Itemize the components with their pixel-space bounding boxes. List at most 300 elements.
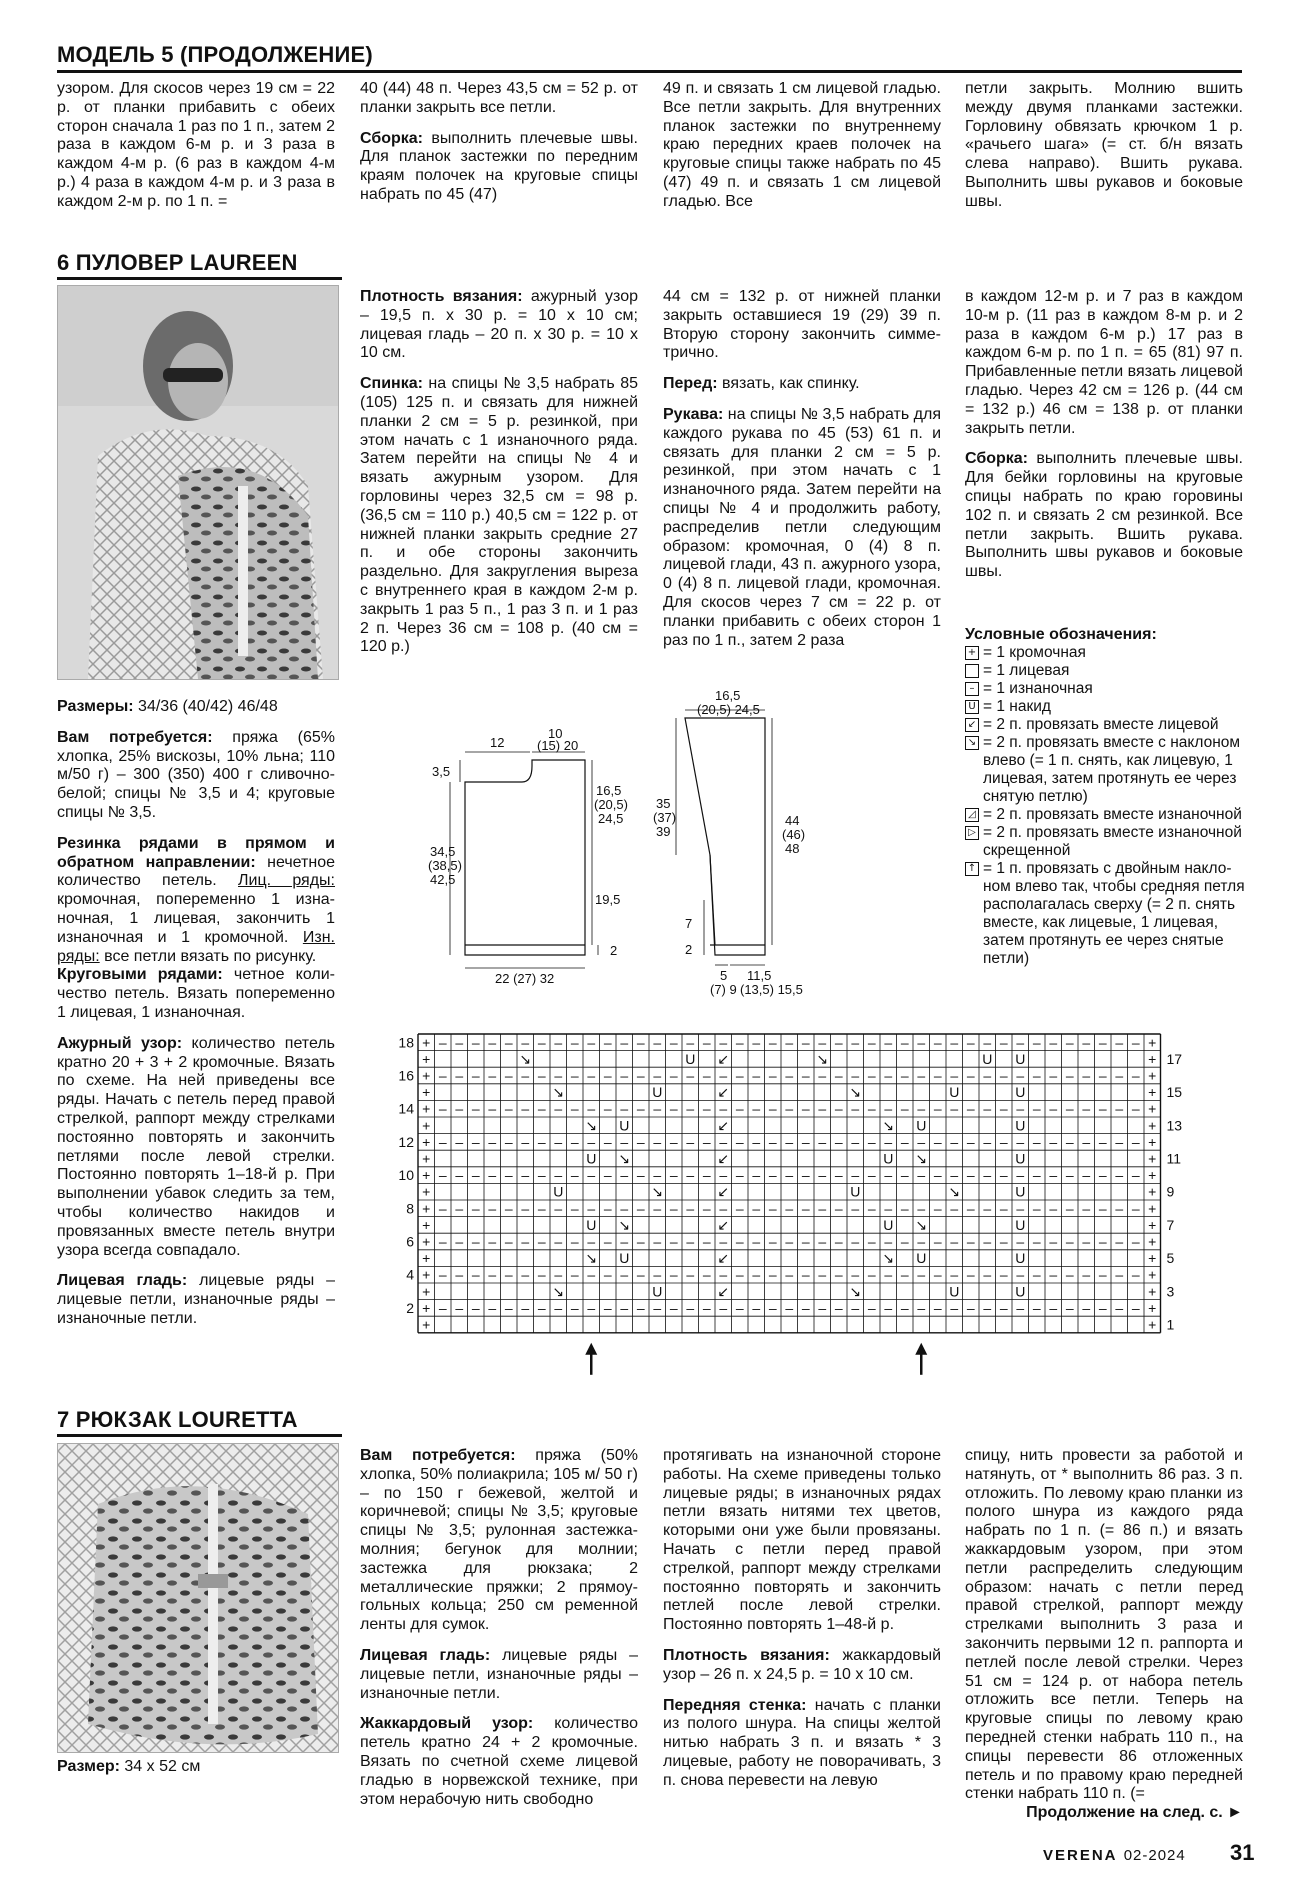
chart-cell: – [719,1200,728,1217]
chart-cell: – [587,1067,596,1084]
chart-cell: – [999,1067,1008,1084]
chart-cell: – [686,1200,695,1217]
chart-cell: – [455,1299,464,1316]
density: Плотность вязания: жаккардовый узор – 26 п. х 24,5 р. = 10 х 10 см. [663,1646,942,1683]
chart-cell: – [933,1067,942,1084]
chart-cell: – [983,1133,992,1150]
chart-cell: – [1049,1200,1058,1217]
chart-cell: – [554,1034,563,1051]
label: 2 [610,943,618,958]
chart-cell: ↘ [585,1117,598,1134]
chart-cell: – [702,1100,711,1117]
chart-cell: – [851,1034,860,1051]
chart-cell: – [554,1167,563,1184]
backpack-photo [57,1443,339,1753]
chart-cell: ↘ [651,1183,664,1200]
chart-cell: + [1148,1067,1157,1084]
chart-cell: + [1148,1117,1157,1134]
chart-cell: ↘ [915,1150,928,1167]
label: 44 [785,813,800,828]
model5-col1 [57,80,335,224]
chart-cell: ↘ [882,1117,895,1134]
chart-cell: – [702,1200,711,1217]
chart-cell: – [983,1200,992,1217]
chart-cell: – [1049,1034,1058,1051]
chart-cell: – [702,1067,711,1084]
chart-cell: – [735,1200,744,1217]
chart-cell: – [735,1299,744,1316]
chart-cell: – [521,1034,530,1051]
chart-cell: – [471,1100,480,1117]
chart-cell: – [636,1067,645,1084]
legend-text: = 1 кромочная [983,644,1086,661]
chart-cell: U [1015,1150,1026,1167]
chart-cell: – [587,1133,596,1150]
chart-cell: – [488,1233,497,1250]
chart-cell: – [438,1233,447,1250]
chart-cell: – [801,1133,810,1150]
chart-cell: – [1098,1200,1107,1217]
chart-cell: – [1016,1067,1025,1084]
chart-cell: – [950,1133,959,1150]
chart-row-label: 18 [398,1034,414,1051]
label: (15) 20 [537,738,579,753]
chart-cell: – [1032,1299,1041,1316]
stockinette: Лицевая гладь: лицевые ряды – лицевые петли, изнаночные ряды – изнаночные петли. [57,1272,335,1327]
chart-cell: – [587,1299,596,1316]
chart-cell: – [554,1100,563,1117]
chart-cell: – [1082,1266,1091,1283]
chart-cell: ↘ [915,1216,928,1233]
chart-cell: – [950,1299,959,1316]
chart-cell: – [851,1233,860,1250]
chart-cell: – [768,1233,777,1250]
chart-cell: – [801,1266,810,1283]
chart-cell: – [917,1133,926,1150]
chart-cell: – [1098,1034,1107,1051]
chart-cell: – [1082,1133,1091,1150]
chart-cell: – [504,1067,513,1084]
chart-cell: – [455,1233,464,1250]
chart-cell: – [867,1034,876,1051]
legend-item [965,824,1245,860]
chart-cell: – [818,1299,827,1316]
chart-cell: – [818,1133,827,1150]
chart-cell: – [603,1067,612,1084]
chart-cell: – [1032,1167,1041,1184]
chart-cell: – [768,1100,777,1117]
chart-cell: – [1082,1034,1091,1051]
chart-cell: – [620,1200,629,1217]
chart-cell: – [521,1200,530,1217]
chart-cell: + [422,1150,431,1167]
chart-cell: – [686,1266,695,1283]
chart-cell: ↙ [717,1150,730,1167]
chart-cell: U [685,1050,696,1067]
chart-cell: ↙ [717,1183,730,1200]
chart-cell: – [983,1034,992,1051]
chart-cell: U [949,1283,960,1300]
chart-cell: + [1148,1233,1157,1250]
chart-cell: – [570,1299,579,1316]
chart-cell: – [719,1067,728,1084]
chart-cell: – [983,1067,992,1084]
chart-cell: – [1115,1034,1124,1051]
chart-cell: – [620,1299,629,1316]
chart-cell: U [1015,1117,1026,1134]
rib-pattern: Резинка рядами в прямом и обратном направлении: нечетное количество петель. Лиц. ряды: кромочная, попеременно 1 изнаночная, 1 лицевая, закончить 1 изнаночная и 1 кромочной. Изн. ряды: все петли вязать по рисунку. [57,834,336,965]
chart-cell: – [999,1167,1008,1184]
chart-cell: U [586,1216,597,1233]
chart-cell: – [785,1266,794,1283]
chart-row-label: 13 [1166,1117,1183,1134]
chart-cell: – [521,1067,530,1084]
chart-cell: – [686,1067,695,1084]
model5-col2 [360,80,638,217]
chart-cell: – [587,1167,596,1184]
chart-cell: – [1016,1034,1025,1051]
chart-cell: – [702,1133,711,1150]
chart-cell: – [1065,1100,1074,1117]
s6-col3 [663,288,941,662]
lace-chart [390,1030,1183,1375]
chart-cell: – [752,1167,761,1184]
chart-cell: – [438,1067,447,1084]
section-rule [57,70,1242,73]
chart-cell: + [1148,1316,1157,1333]
stockinette: Лицевая гладь: лицевые ряды – лицевые петли, изнаночные ряды – изнаночные петли. [360,1646,638,1702]
chart-cell: – [1065,1034,1074,1051]
chart-cell: – [570,1266,579,1283]
label: 12 [490,735,505,750]
chart-cell: + [1148,1034,1157,1051]
chart-cell: – [570,1200,579,1217]
label: 16,5 [596,783,622,798]
chart-row-label: 8 [406,1200,414,1217]
chart-cell: – [867,1100,876,1117]
s6-col2 [360,288,638,669]
chart-cell: – [999,1233,1008,1250]
chart-cell: – [999,1200,1008,1217]
chart-cell: + [422,1283,431,1300]
chart-cell: ↙ [717,1050,730,1067]
chart-cell: – [636,1167,645,1184]
chart-cell: – [1131,1100,1140,1117]
legend-item [965,698,1245,716]
chart-cell: – [570,1034,579,1051]
label: 48 [785,841,800,856]
chart-row-label: 17 [1166,1050,1183,1067]
chart-cell: – [867,1167,876,1184]
legend-title: Условные обозначения: [965,626,1157,643]
materials: Вам потребуется: пряжа (65% хлопка, 25% вискозы, 10% льна; 110 м/50 г) – 300 (350) 400 г сливочно-белой; спицы № 3,5 и 4; круговые спицы № 3,5. [57,728,335,821]
chart-cell: U [949,1084,960,1101]
chart-cell: U [916,1117,927,1134]
chart-cell: – [471,1133,480,1150]
chart-cell: – [1098,1233,1107,1250]
chart-cell: – [884,1167,893,1184]
chart-cell: + [1148,1200,1157,1217]
chart-cell: – [900,1233,909,1250]
chart-cell: – [636,1233,645,1250]
chart-cell: – [818,1233,827,1250]
chart-cell: – [653,1167,662,1184]
stitch-symbol-icon: ▷ [965,826,979,840]
chart-cell: ↘ [882,1250,895,1267]
chart-cell: – [719,1266,728,1283]
chart-cell: + [422,1133,431,1150]
chart-cell: – [702,1034,711,1051]
chart-cell: + [422,1034,431,1051]
materials: Вам потребуется: пряжа (50% хлопка, 50% полиакрила; 105 м/ 50 г) – по 150 г бежевой, желтой и коричневой; спицы № 3,5; круговые спицы № 3,5; рулонная застежка-молния; бегунок для молнии; застежка для рюкзака; 2 металлические пряжки; 2 прямоугольных кольца; 250 см ременной ленты для сумок. [360,1447,638,1634]
back: Спинка: на спицы № 3,5 набрать 85 (105) 125 п. и связать для нижней планки 2 см = 5 р. резинкой, при этом начать с 1 изнаночного ряда. Затем перейти на спицы № 4 и вязать ажурным узором. Для горловины через 32,5 см = 98 р. (36,5 см = 110 р.) 40,5 см = 122 р. от нижней планки закрыть средние 27 п. и обе стороны закончить раздельно. Для закругления выреза с внутреннего края в каждом 2-м р. закрыть 1 раз 5 п., 1 раз 3 п. и 1 раз 2 п. Через 36 см = 108 р. (40 см = 120 р.) [360,375,638,656]
chart-cell: – [1016,1266,1025,1283]
chart-cell: – [834,1233,843,1250]
chart-cell: – [620,1034,629,1051]
chart-cell: – [537,1100,546,1117]
stitch-symbol-icon: ↙ [965,718,979,732]
chart-cell: – [636,1200,645,1217]
chart-cell: – [455,1100,464,1117]
chart-cell: + [422,1233,431,1250]
chart-cell: – [933,1034,942,1051]
section-title-model5: МОДЕЛЬ 5 (ПРОДОЛЖЕНИЕ) [57,42,373,67]
chart-cell: – [834,1299,843,1316]
chart-cell: – [521,1100,530,1117]
chart-cell: – [438,1266,447,1283]
chart-cell: + [1148,1100,1157,1117]
paragraph: петли закрыть. Молнию вшить между двумя планками застежки. Горловину обвязать крючком 1 р. «рачьего шага» (= ст. б/н вязать слева направо). Вшить рукава. Выполнить швы рукавов и боковые швы. [965,80,1243,210]
legend-text: = 1 лицевая [983,662,1070,679]
label: 5 [720,968,728,983]
chart-cell: – [785,1200,794,1217]
paragraph: 44 см = 132 р. от нижней планки закрыть оставшиеся 19 (29) 39 п. Вторую сторону закончить симметрично. [663,288,941,362]
chart-cell: – [801,1067,810,1084]
chart-cell: – [933,1167,942,1184]
label: (46) [782,827,806,842]
chart-cell: – [537,1034,546,1051]
chart-cell: – [950,1200,959,1217]
chart-cell: – [884,1067,893,1084]
chart-cell: – [933,1299,942,1316]
chart-cell: U [883,1216,894,1233]
section-title-7: 7 РЮКЗАК LOURETTA [57,1407,298,1432]
chart-cell: – [636,1100,645,1117]
chart-cell: – [603,1034,612,1051]
legend-item [965,806,1245,824]
chart-cell: + [422,1117,431,1134]
section-rule [57,277,342,280]
density: Плотность вязания: ажурный узор – 19,5 п. х 30 р. = 10 х 10 см; лицевая гладь – 20 п. х 30 р. = 10 х 10 см. [360,288,638,362]
chart-cell: – [1049,1233,1058,1250]
chart-cell: – [686,1167,695,1184]
chart-cell: – [669,1100,678,1117]
chart-cell: – [603,1100,612,1117]
legend-item [965,734,1245,806]
chart-cell: – [1032,1100,1041,1117]
chart-cell: + [1148,1050,1157,1067]
chart-cell: – [834,1167,843,1184]
chart-cell: – [917,1299,926,1316]
chart-cell: – [570,1167,579,1184]
chart-cell: – [1065,1233,1074,1250]
chart-cell: – [719,1100,728,1117]
paragraph: 49 п. и связать 1 см лицевой гладью. Все петли закрыть. Для внутренних планок застежки по внутреннему краю передних краев полочек на круговые спицы также набрать по 45 (47) 49 п. и связать 1 см лицевой гладью. Все [663,80,941,210]
chart-cell: – [438,1034,447,1051]
chart-cell: – [917,1266,926,1283]
chart-cell: – [438,1200,447,1217]
sizes: Размеры: 34/36 (40/42) 46/48 [57,698,278,715]
chart-cell: – [504,1133,513,1150]
chart-cell: – [521,1133,530,1150]
chart-row-label: 6 [406,1233,414,1250]
paragraph: Сборка: выполнить плечевые швы. Для планок застежки по передним краям полочек на круговые спицы набрать по 45 (47) [360,129,638,203]
chart-cell: – [867,1299,876,1316]
chart-row-label: 2 [406,1299,414,1316]
chart-cell: – [1131,1266,1140,1283]
page-number: 31 [1230,1840,1255,1865]
chart-cell: – [768,1067,777,1084]
chart-cell: – [653,1233,662,1250]
chart-cell: – [1115,1167,1124,1184]
chart-cell: – [719,1133,728,1150]
label: 7 [685,916,693,931]
chart-cell: – [834,1034,843,1051]
chart-cell: – [521,1299,530,1316]
chart-row-label: 10 [398,1167,414,1184]
chart-cell: – [1016,1200,1025,1217]
label: 2 [685,942,693,957]
chart-cell: – [884,1034,893,1051]
chart-cell: – [1082,1200,1091,1217]
chart-cell: – [669,1233,678,1250]
chart-cell: – [983,1100,992,1117]
chart-cell: – [966,1233,975,1250]
label: 16,5 [715,688,741,703]
chart-cell: + [422,1167,431,1184]
chart-row-label: 11 [1166,1150,1182,1167]
chart-cell: – [1065,1299,1074,1316]
label: 19,5 [595,892,621,907]
chart-cell: – [1115,1266,1124,1283]
legend-text: = 2 п. провязать вместе лицевой [983,716,1219,733]
chart-cell: – [1115,1299,1124,1316]
chart-cell: – [1082,1167,1091,1184]
chart-cell: – [653,1299,662,1316]
chart-cell: – [999,1100,1008,1117]
chart-cell: – [752,1100,761,1117]
model5-col3 [663,80,941,224]
legend-item [965,662,1245,680]
chart-cell: – [636,1133,645,1150]
chart-cell: – [1131,1067,1140,1084]
chart-cell: – [801,1034,810,1051]
chart-row-label: 1 [1166,1316,1175,1333]
chart-cell: – [488,1034,497,1051]
chart-cell: – [438,1167,447,1184]
chart-cell: – [587,1100,596,1117]
label: (7) 9 [710,982,737,997]
chart-cell: – [1065,1200,1074,1217]
chart-cell: – [884,1233,893,1250]
chart-row-label: 3 [1166,1283,1175,1300]
chart-cell: – [587,1266,596,1283]
chart-cell: – [818,1200,827,1217]
chart-cell: – [818,1266,827,1283]
chart-cell: – [603,1167,612,1184]
chart-cell: ↙ [717,1117,730,1134]
chart-cell: + [1148,1167,1157,1184]
chart-cell: – [917,1167,926,1184]
stitch-symbol-icon: ↑ [965,862,979,876]
chart-cell: – [735,1034,744,1051]
chart-cell: ↘ [618,1216,631,1233]
chart-cell: – [768,1266,777,1283]
chart-cell: – [966,1266,975,1283]
chart-cell: – [1016,1100,1025,1117]
chart-cell: – [455,1133,464,1150]
chart-cell: – [537,1133,546,1150]
chart-cell: – [1065,1266,1074,1283]
chart-cell: – [537,1167,546,1184]
chart-cell: – [1131,1233,1140,1250]
chart-cell: – [603,1299,612,1316]
chart-cell: ↘ [849,1084,862,1101]
chart-cell: – [933,1266,942,1283]
chart-cell: – [966,1133,975,1150]
chart-cell: – [488,1167,497,1184]
chart-cell: – [455,1067,464,1084]
paragraph: протягивать на изнаночной стороне работы. На схеме приведены только лицевые ряды; в изнаночных рядах петли вязать нитями тех цветов, которыми они уже были провязаны. Начать с петли перед правой стрелкой, раппорт между стрелками постоянно повторять и закончить петлей после левой стрелки. Постоянно повторять 1–48-й р. [663,1447,941,1634]
s7-size [57,1758,335,1789]
chart-cell: – [603,1200,612,1217]
chart-cell: – [620,1133,629,1150]
chart-cell: – [917,1233,926,1250]
legend-text: = 1 накид [983,698,1051,715]
chart-cell: – [438,1299,447,1316]
chart-row-label: 12 [398,1133,414,1150]
chart-cell: – [1065,1067,1074,1084]
continue-note: Продолжение на след. с. ► [1026,1804,1243,1822]
chart-cell: – [1082,1299,1091,1316]
chart-cell: – [669,1133,678,1150]
chart-cell: U [586,1150,597,1167]
chart-cell: – [1049,1133,1058,1150]
label: 34,5 [430,844,456,859]
chart-cell: – [504,1266,513,1283]
chart-cell: – [620,1266,629,1283]
chart-cell: – [702,1167,711,1184]
chart-cell: U [619,1250,630,1267]
chart-cell: ↘ [849,1283,862,1300]
chart-cell: – [735,1167,744,1184]
chart-cell: – [950,1100,959,1117]
label: 39 [656,824,671,839]
chart-cell: – [636,1299,645,1316]
chart-cell: – [801,1200,810,1217]
chart-cell: – [785,1034,794,1051]
assembly: Сборка: выполнить плечевые швы. Для бейки горловины на круговые спицы набрать по краю горовины 102 п. и связать 2 см резинкой. Все петли закрыть. Вшить рукава. Выполнить швы рукавов и боковые швы. [965,450,1243,581]
chart-cell: – [702,1266,711,1283]
chart-cell: ↘ [519,1050,532,1067]
chart-cell: + [422,1183,431,1200]
chart-cell: – [488,1100,497,1117]
chart-cell: – [653,1067,662,1084]
chart-cell: U [850,1183,861,1200]
chart-cell: – [867,1067,876,1084]
chart-cell: – [1131,1167,1140,1184]
chart-cell: – [785,1167,794,1184]
